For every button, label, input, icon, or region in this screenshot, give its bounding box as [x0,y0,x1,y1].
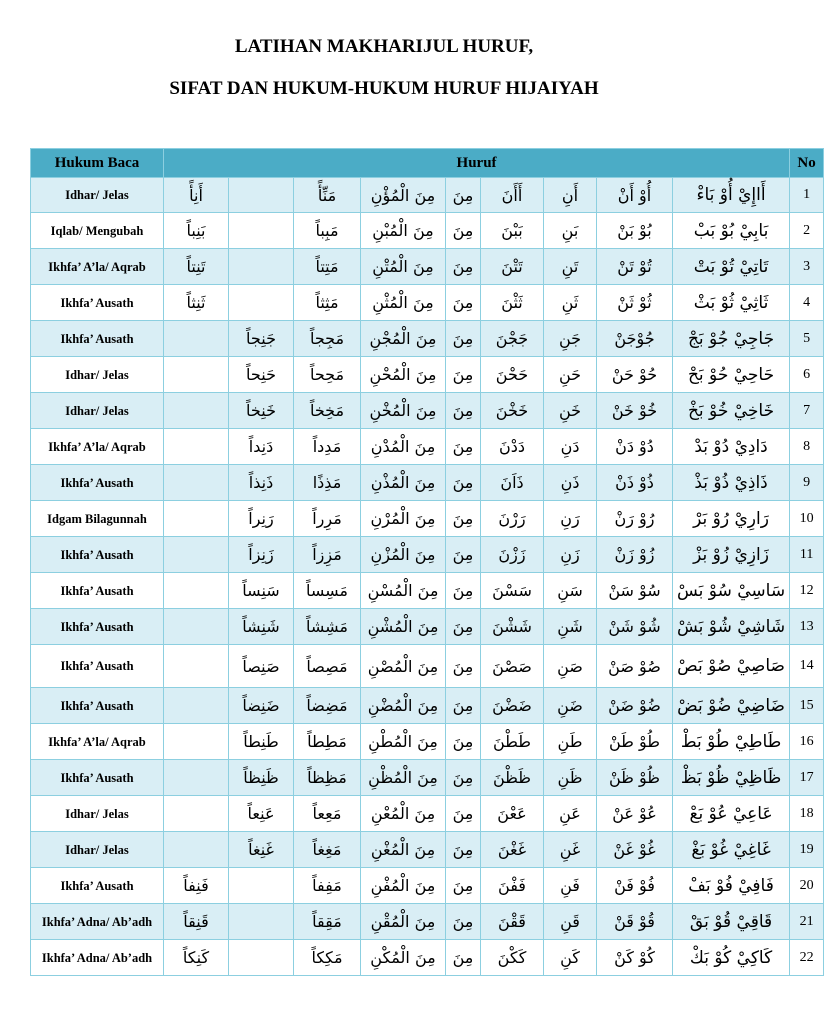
huruf-cell: ذَنِذاً [229,465,294,501]
huruf-cell [164,429,229,465]
huruf-cell: خَنِخاً [229,393,294,429]
table-row [31,796,824,832]
huruf-cell: مَطِطاً [294,724,361,760]
header-no: No [790,149,824,178]
huruf-cell: مِنَ الْمُذْنِ [361,465,446,501]
huruf-cell: فَفْنَ [481,868,544,904]
huruf-cell: مِنَ الْمُطْنِ [361,724,446,760]
huruf-cell: مِنَ [446,609,481,645]
huruf-cell: مِنَ الْمُفْنِ [361,868,446,904]
row-number: 16 [790,724,824,760]
huruf-cell: مِنَ الْمُزْنِ [361,537,446,573]
table-row [31,940,824,976]
hukum-cell: Ikhfa’ Ausath [31,285,164,321]
huruf-cell: دُوْ دَنْ [597,429,673,465]
document-subtitle: SIFAT DAN HUKUM-HUKUM HURUF HIJAIYAH [169,78,599,99]
huruf-cell: فَافِيْ فُوْ بَفْ [673,868,790,904]
huruf-cell: حَحْنَ [481,357,544,393]
huruf-cell: مِنَ الْمُغْنِ [361,832,446,868]
hukum-cell: Ikhfa’ Ausath [31,573,164,609]
huruf-cell: أَنِ [544,178,597,213]
huruf-cell: مِنَ [446,249,481,285]
table-row [31,832,824,868]
hukum-cell: Iqlab/ Mengubah [31,213,164,249]
huruf-cell: عَنِعاً [229,796,294,832]
huruf-cell: جَاجِيْ جُوْ بَجْ [673,321,790,357]
hukum-cell: Idgam Bilagunnah [31,501,164,537]
hukum-cell: Ikhfa’ A’la/ Aqrab [31,724,164,760]
hukum-cell: Ikhfa’ Ausath [31,688,164,724]
huruf-cell: خَخْنَ [481,393,544,429]
huruf-cell: خَاخِيْ خُوْ بَخْ [673,393,790,429]
table-row [31,868,824,904]
huruf-cell: ظَنِ [544,760,597,796]
huruf-cell: عَاعِيْ عُوْ بَعْ [673,796,790,832]
huruf-cell: غَغْنَ [481,832,544,868]
table-row [31,501,824,537]
hukum-cell: Idhar/ Jelas [31,832,164,868]
huruf-cell: غَنِ [544,832,597,868]
huruf-cell: ظَاظِيْ ظُوْ بَظْ [673,760,790,796]
hukum-cell: Ikhfa’ Ausath [31,645,164,688]
hukum-cell: Ikhfa’ Ausath [31,760,164,796]
huruf-cell: ضَنِ [544,688,597,724]
huruf-cell: مَضِضاً [294,688,361,724]
row-number: 3 [790,249,824,285]
huruf-cell: تَتْنَ [481,249,544,285]
huruf-cell [229,213,294,249]
huruf-cell: مِنَ الْمُتْنِ [361,249,446,285]
huruf-cell: بَنِ [544,213,597,249]
hukum-cell: Idhar/ Jelas [31,796,164,832]
huruf-cell: بَنِباً [164,213,229,249]
huruf-cell: رُوْ رَنْ [597,501,673,537]
table-row [31,393,824,429]
huruf-cell: صَنِ [544,645,597,688]
huruf-cell: أَأَنَ [481,178,544,213]
huruf-cell: مِنَ الْمُقْنِ [361,904,446,940]
header-huruf: Huruf [164,149,790,178]
huruf-cell: مَدِداً [294,429,361,465]
huruf-cell: رَارِيْ رُوْ بَرْ [673,501,790,537]
huruf-cell: سَنِساً [229,573,294,609]
huruf-cell: زَازِيْ زُوْ بَزْ [673,537,790,573]
huruf-cell: ظَنِظاً [229,760,294,796]
huruf-cell: مِنَ الْمُجْنِ [361,321,446,357]
huruf-cell: خَنِ [544,393,597,429]
huruf-cell: مِنَ [446,760,481,796]
huruf-cell: شَاشِيْ شُوْ بَشْ [673,609,790,645]
huruf-cell: زَنِزاً [229,537,294,573]
huruf-cell: ثَثْنَ [481,285,544,321]
hukum-cell: Ikhfa’ Ausath [31,465,164,501]
table-row [31,760,824,796]
table-row [31,573,824,609]
huruf-cell [229,249,294,285]
huruf-cell: مَسِساً [294,573,361,609]
hukum-cell: Ikhfa’ A’la/ Aqrab [31,429,164,465]
huruf-cell: بَابِيْ بُوْ بَبْ [673,213,790,249]
huruf-cell: تَنِ [544,249,597,285]
huruf-cell: مَفِفاً [294,868,361,904]
huruf-cell: ثَاثِيْ ثُوْ بَثْ [673,285,790,321]
huruf-cell: حَنِ [544,357,597,393]
row-number: 4 [790,285,824,321]
document-title: LATIHAN MAKHARIJUL HURUF, [234,36,534,57]
huruf-cell: كَنِ [544,940,597,976]
table-body [31,178,824,976]
huruf-cell: حُوْ حَنْ [597,357,673,393]
huruf-cell: جَنِ [544,321,597,357]
huruf-cell: مِنَ الْمُخْنِ [361,393,446,429]
huruf-cell: طَنِطاً [229,724,294,760]
huruf-cell: مِنَ [446,321,481,357]
huruf-cell: مِنَ الْمُؤْنِ [361,178,446,213]
huruf-cell: مِنَ [446,940,481,976]
huruf-cell: مِنَ [446,429,481,465]
table-header-row [31,149,824,178]
huruf-cell: مِنَ [446,537,481,573]
huruf-cell [164,609,229,645]
row-number: 5 [790,321,824,357]
huruf-cell: صَنِصاً [229,645,294,688]
row-number: 11 [790,537,824,573]
huruf-cell: مِنَ الْمُرْنِ [361,501,446,537]
huruf-cell: بُوْ بَنْ [597,213,673,249]
huruf-cell: مَقِقاً [294,904,361,940]
huruf-cell: صُوْ صَنْ [597,645,673,688]
row-number: 15 [790,688,824,724]
huruf-cell: دَدْنَ [481,429,544,465]
huruf-cell [229,904,294,940]
huruf-cell: مَكِكاً [294,940,361,976]
huruf-cell: رَنِ [544,501,597,537]
huruf-cell: ذَاذِيْ ذُوْ بَذْ [673,465,790,501]
table-row [31,904,824,940]
row-number: 9 [790,465,824,501]
huruf-cell: مَحِحاً [294,357,361,393]
huruf-cell: مَغِغاً [294,832,361,868]
huruf-cell: قَنِقاً [164,904,229,940]
huruf-cell: مِنَ الْمُظْنِ [361,760,446,796]
huruf-cell: غَنِغاً [229,832,294,868]
huruf-cell [164,573,229,609]
huruf-cell: مَبِباً [294,213,361,249]
huruf-cell: كَكْنَ [481,940,544,976]
table-row [31,321,824,357]
huruf-cell: فَنِ [544,868,597,904]
table-row [31,724,824,760]
huruf-cell: شَشْنَ [481,609,544,645]
huruf-cell: عَعْنَ [481,796,544,832]
huruf-cell [164,465,229,501]
hukum-cell: Ikhfa’ Adna/ Ab’adh [31,940,164,976]
huruf-cell [229,868,294,904]
huruf-cell [164,688,229,724]
header-hukum-baca: Hukum Baca [31,149,164,178]
huruf-cell: مِنَ [446,501,481,537]
table-row [31,609,824,645]
huruf-cell [164,393,229,429]
row-number: 19 [790,832,824,868]
huruf-cell [164,501,229,537]
huruf-cell [164,832,229,868]
huruf-cell [164,357,229,393]
huruf-cell [164,645,229,688]
huruf-cell: ذَاَنَ [481,465,544,501]
huruf-cell: دَنِ [544,429,597,465]
huruf-cell: قَاقِيْ قُوْ بَقْ [673,904,790,940]
huruf-cell: فُوْ فَنْ [597,868,673,904]
row-number: 6 [790,357,824,393]
huruf-cell: مِنَ [446,645,481,688]
huruf-cell: أَنِأً [164,178,229,213]
huruf-cell: مِنَ [446,178,481,213]
huruf-cell: ذَنِ [544,465,597,501]
huruf-cell: مِنَ الْمُبْنِ [361,213,446,249]
huruf-cell: قَنِ [544,904,597,940]
huruf-cell: ظَظْنَ [481,760,544,796]
huruf-cell: سَسْنَ [481,573,544,609]
huruf-cell: دَنِداً [229,429,294,465]
table-row [31,645,824,688]
table-row [31,285,824,321]
row-number: 13 [790,609,824,645]
huruf-cell: رَرْنَ [481,501,544,537]
huruf-cell: ثُوْ ثَنْ [597,285,673,321]
table-row [31,249,824,285]
row-number: 21 [790,904,824,940]
huruf-cell: حَنِحاً [229,357,294,393]
row-number: 17 [790,760,824,796]
huruf-cell: كُوْ كَنْ [597,940,673,976]
huruf-cell [164,760,229,796]
hukum-cell: Ikhfa’ Ausath [31,609,164,645]
huruf-cell: أُوْ أَنْ [597,178,673,213]
table-row [31,429,824,465]
huruf-cell [229,940,294,976]
row-number: 2 [790,213,824,249]
huruf-cell [164,537,229,573]
huruf-cell: مَظِظاً [294,760,361,796]
huruf-cell: مِنَ الْمُدْنِ [361,429,446,465]
huruf-cell: مِنَ [446,357,481,393]
hukum-cell: Ikhfa’ Ausath [31,321,164,357]
huruf-cell: ضَنِضاً [229,688,294,724]
huruf-cell: مِنَ [446,796,481,832]
huruf-cell: مَتِتاً [294,249,361,285]
table-row [31,465,824,501]
huruf-cell: كَاكِيْ كُوْ بَكْ [673,940,790,976]
hukum-cell: Idhar/ Jelas [31,393,164,429]
huruf-cell: مِنَ [446,724,481,760]
huruf-cell: مِنَ [446,465,481,501]
huruf-cell: ضُوْ ضَنْ [597,688,673,724]
hukum-cell: Ikhfa’ A’la/ Aqrab [31,249,164,285]
hukum-cell: Idhar/ Jelas [31,357,164,393]
huruf-cell: مَعِعاً [294,796,361,832]
huruf-cell: مِنَ [446,688,481,724]
huruf-cell: جَنِجاً [229,321,294,357]
row-number: 8 [790,429,824,465]
hukum-cell: Ikhfa’ Ausath [31,868,164,904]
row-number: 22 [790,940,824,976]
huruf-cell: مِنَ الْمُصْنِ [361,645,446,688]
table-row [31,213,824,249]
huruf-cell: حَاحِيْ حُوْ بَحْ [673,357,790,393]
hukum-cell: Ikhfa’ Adna/ Ab’adh [31,904,164,940]
huruf-cell: زَزْنَ [481,537,544,573]
huruf-cell: مِنَ الْمُسْنِ [361,573,446,609]
huruf-cell: شَنِ [544,609,597,645]
huruf-cell: مِنَ الْمُشْنِ [361,609,446,645]
huruf-cell: مِنَ [446,832,481,868]
huruf-cell: ثَنِ [544,285,597,321]
huruf-cell [164,796,229,832]
huruf-cell: أَاإِيْ أُوْ بَاءْ [673,178,790,213]
huruf-cell: مِنَ [446,213,481,249]
huruf-cell: جَجْنَ [481,321,544,357]
huruf-cell: سَاسِيْ سُوْ بَسْ [673,573,790,609]
huruf-cell: طُوْ طَنْ [597,724,673,760]
huruf-cell: سَنِ [544,573,597,609]
huruf-cell: طَنِ [544,724,597,760]
huruf-cell: زُوْ زَنْ [597,537,673,573]
huruf-cell: مِنَ الْمُعْنِ [361,796,446,832]
huruf-cell: مِنَ [446,285,481,321]
huruf-cell: مَنِّأً [294,178,361,213]
huruf-cell: مِنَ الْمُحْنِ [361,357,446,393]
huruf-cell: شَنِشاً [229,609,294,645]
huruf-cell: طَطْنَ [481,724,544,760]
huruf-cell: بَبْنَ [481,213,544,249]
huruf-cell: فَنِفاً [164,868,229,904]
huruf-cell: طَاطِيْ طُوْ بَطْ [673,724,790,760]
huruf-cell: مَخِخاً [294,393,361,429]
row-number: 10 [790,501,824,537]
hukum-cell: Idhar/ Jelas [31,178,164,213]
huruf-cell: مِنَ [446,393,481,429]
row-number: 20 [790,868,824,904]
table-row [31,357,824,393]
huruf-cell [229,178,294,213]
huruf-cell: غَاغِيْ غُوْ بَغْ [673,832,790,868]
huruf-cell: مَجِجاً [294,321,361,357]
huruf-table [30,148,824,976]
huruf-cell: مِنَ [446,904,481,940]
huruf-cell [164,321,229,357]
huruf-cell: كَنِكاً [164,940,229,976]
huruf-cell: مَرِراً [294,501,361,537]
huruf-cell: دَادِيْ دُوْ بَدْ [673,429,790,465]
huruf-cell [229,285,294,321]
huruf-cell: عُوْ عَنْ [597,796,673,832]
huruf-cell: مَثِثاً [294,285,361,321]
huruf-cell [164,724,229,760]
huruf-cell: قُوْ قَنْ [597,904,673,940]
huruf-cell: عَنِ [544,796,597,832]
huruf-cell: صَصْنَ [481,645,544,688]
huruf-cell: مَشِشاً [294,609,361,645]
huruf-cell: مِنَ الْمُكْنِ [361,940,446,976]
huruf-cell: ضَاضِيْ ضُوْ بَضْ [673,688,790,724]
row-number: 14 [790,645,824,688]
huruf-cell: تَاتِيْ تُوْ بَتْ [673,249,790,285]
huruf-cell: ظُوْ ظَنْ [597,760,673,796]
huruf-cell: زَنِ [544,537,597,573]
huruf-cell: تَنِتاً [164,249,229,285]
huruf-cell: سُوْ سَنْ [597,573,673,609]
huruf-cell: جُوْجَنْ [597,321,673,357]
huruf-cell: شُوْ شَنْ [597,609,673,645]
huruf-cell: قَقْنَ [481,904,544,940]
huruf-cell: مِنَ [446,868,481,904]
huruf-cell: غُوْ غَنْ [597,832,673,868]
hukum-cell: Ikhfa’ Ausath [31,537,164,573]
huruf-cell: مَذِذًا [294,465,361,501]
row-number: 12 [790,573,824,609]
huruf-cell: رَنِراً [229,501,294,537]
huruf-cell: مِنَ [446,573,481,609]
huruf-cell: مَصِصاً [294,645,361,688]
huruf-cell: خُوْ خَنْ [597,393,673,429]
huruf-cell: ثَنِثاً [164,285,229,321]
huruf-cell: ذُوْ ذَنْ [597,465,673,501]
row-number: 7 [790,393,824,429]
huruf-cell: ضَضْنَ [481,688,544,724]
row-number: 18 [790,796,824,832]
huruf-cell: تُوْ تَنْ [597,249,673,285]
huruf-cell: مِنَ الْمُثْنِ [361,285,446,321]
table-row [31,178,824,213]
row-number: 1 [790,178,824,213]
huruf-cell: مَزِزاً [294,537,361,573]
table-row [31,537,824,573]
huruf-cell: صَاصِيْ صُوْ بَصْ [673,645,790,688]
huruf-cell: مِنَ الْمُضْنِ [361,688,446,724]
table-row [31,688,824,724]
